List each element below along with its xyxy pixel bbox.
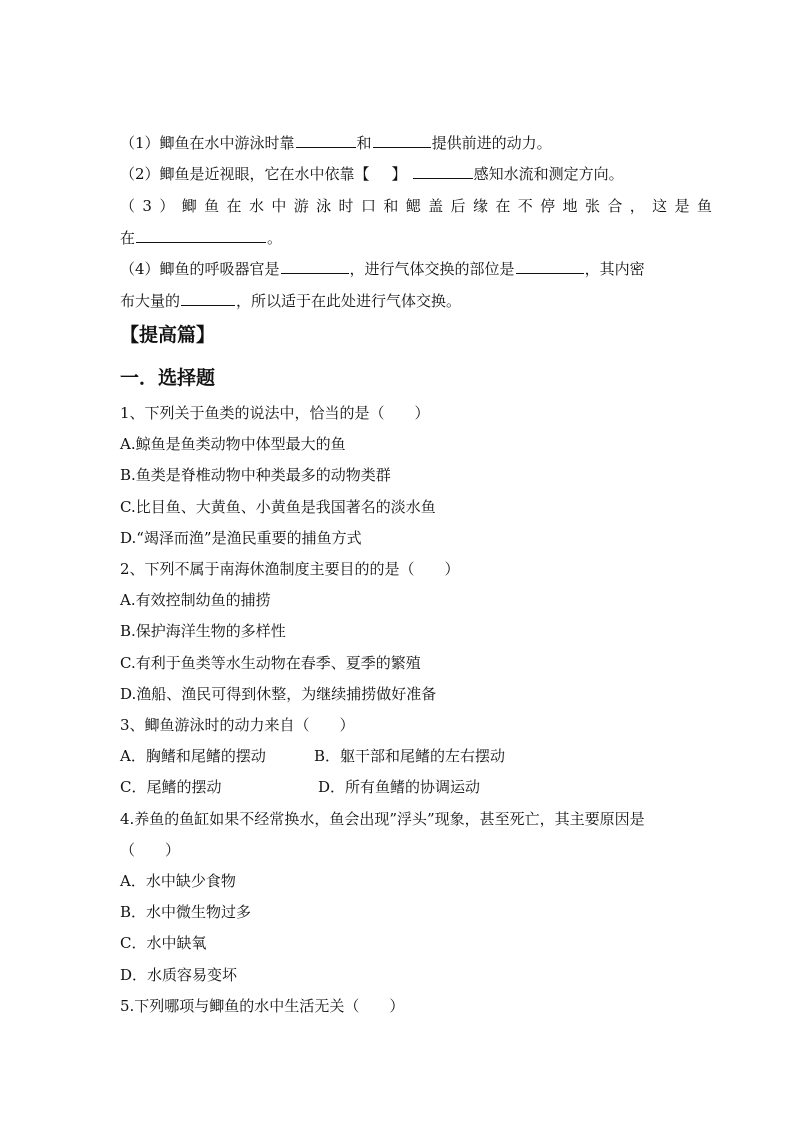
option-b[interactable]: B．躯干部和尾鳍的左右摆动 [314, 747, 506, 765]
subsection-title: 一．选择题 [120, 367, 216, 389]
option-b[interactable]: B.鱼类是脊椎动物中种类最多的动物类群 [120, 466, 391, 484]
option-d[interactable]: D.“竭泽而渔”是渔民重要的捕鱼方式 [120, 529, 362, 547]
q3-line2-suffix: 。 [267, 229, 283, 247]
q4-suffix: ，其内密 [584, 260, 645, 278]
question-stem: 5.下列哪项与鲫鱼的水中生活无关（ ） [120, 997, 405, 1015]
fill-question-4-line2 [120, 291, 680, 311]
option-a[interactable]: A．水中缺少食物 [120, 872, 236, 890]
fill-question-3-line1 [120, 196, 720, 216]
option-a[interactable]: A.鲸鱼是鱼类动物中体型最大的鱼 [120, 435, 346, 453]
q3-line2-prefix: 在 [120, 229, 136, 247]
q4-mid: ，进行气体交换的部位是 [349, 260, 515, 278]
option-b[interactable]: B．水中微生物过多 [120, 903, 252, 921]
q2-bracket-close: 】 [391, 165, 407, 183]
q4-line2-suffix: ，所以适于在此处进行气体交换。 [236, 292, 462, 310]
answer-blank[interactable] [281, 259, 349, 274]
answer-blank[interactable] [373, 133, 431, 148]
question-stem: 3、鲫鱼游泳时的动力来自（ ） [120, 716, 355, 734]
q1-suffix: 提供前进的动力。 [431, 134, 552, 152]
fill-question-3-line2 [120, 228, 680, 248]
question-stem-continuation: （ ） [120, 841, 181, 859]
q4-line2-prefix: 布大量的 [120, 292, 181, 310]
option-d[interactable]: D．水质容易变坏 [120, 966, 238, 984]
option-d[interactable]: D.渔船、渔民可得到休整，为继续捕捞做好准备 [120, 685, 437, 703]
q2-suffix: 感知水流和测定方向。 [473, 165, 624, 183]
answer-blank[interactable] [296, 133, 356, 148]
q3-line1: （3）鲫鱼在水中游泳时口和鳃盖后缘在不停地张合，这是鱼 [120, 197, 720, 215]
q4-prefix: （4）鲫鱼的呼吸器官是 [120, 260, 280, 278]
fill-question-1 [120, 133, 680, 153]
q1-mid: 和 [356, 134, 372, 152]
option-c[interactable]: C．尾鳍的摆动 [120, 778, 222, 796]
question-stem: 1、下列关于鱼类的说法中，恰当的是（ ） [120, 404, 430, 422]
fill-question-4-line1 [120, 259, 680, 279]
section-title: 【提高篇】 [120, 324, 216, 346]
option-c[interactable]: C．水中缺氧 [120, 934, 207, 952]
option-c[interactable]: C.有利于鱼类等水生动物在春季、夏季的繁殖 [120, 654, 421, 672]
q2-prefix: （2）鲫鱼是近视眼，它在水中依靠【 [120, 165, 370, 183]
answer-blank[interactable] [516, 259, 584, 274]
question-stem: 4.养鱼的鱼缸如果不经常换水，鱼会出现”浮头”现象，甚至死亡，其主要原因是 [120, 810, 645, 828]
option-a[interactable]: A．胸鳍和尾鳍的摆动 [120, 747, 266, 765]
answer-blank[interactable] [181, 291, 235, 306]
q1-prefix: （1）鲫鱼在水中游泳时靠 [120, 134, 295, 152]
option-c[interactable]: C.比目鱼、大黄鱼、小黄鱼是我国著名的淡水鱼 [120, 498, 436, 516]
option-a[interactable]: A.有效控制幼鱼的捕捞 [120, 591, 271, 609]
option-b[interactable]: B.保护海洋生物的多样性 [120, 622, 286, 640]
answer-blank[interactable] [136, 228, 266, 243]
question-stem: 2、下列不属于南海休渔制度主要目的的是（ ） [120, 560, 460, 578]
answer-blank[interactable] [413, 164, 473, 179]
option-d[interactable]: D．所有鱼鳍的协调运动 [318, 778, 481, 796]
fill-question-2 [120, 164, 680, 184]
